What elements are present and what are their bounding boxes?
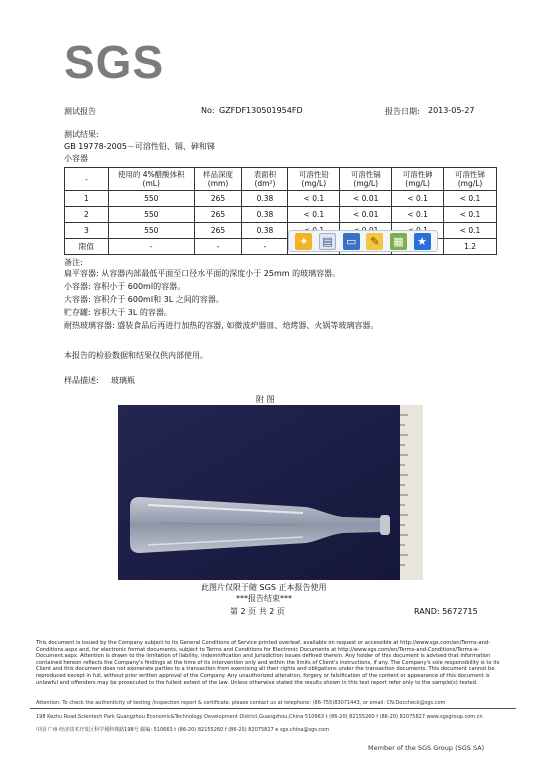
sample-description-value: 玻璃瓶 [111, 376, 135, 385]
table-cell: 2 [65, 207, 109, 223]
col-header: 表面积 (dm²) [242, 168, 288, 191]
report-label: 测试报告 [64, 107, 96, 116]
report-date-value: 2013-05-27 [428, 106, 475, 115]
table-cell: 3 [65, 223, 109, 239]
table-cell: < 0.01 [340, 191, 392, 207]
table-cell: < 0.1 [288, 191, 340, 207]
star-icon[interactable]: ★ [414, 233, 431, 250]
table-cell: 265 [194, 223, 242, 239]
note-line: 大容器: 容积介于 600ml和 3L 之间的容器。 [64, 295, 224, 304]
table-cell: 1 [65, 191, 109, 207]
footer-disclaimer: This document is issued by the Company subject to its General Conditions of Service printed overleaf, available on request or accessible at http://www.sgs.com/en/Terms-and-Conditions.aspx and, for electronic format documents, subject to Terms and Conditions for Electronic Documents at http://www.sgs.com/en/Terms-and-Conditions/Terms-e-Document.aspx. Attention is drawn to the limitation of liability, indemnification and jurisdiction issues defined therein. Any holder of this document is advised that information contained hereon reflects the Company's findings at the time of its intervention only and within the limits of Client's instructions, if any. The Company's sole responsibility is to its Client and this document does not exonerate parties to a transaction from exercising all their rights and obligations under the transaction documents. This document cannot be reproduced except in full, without prior written approval of the Company. Any unauthorized alteration, forgery or falsification of the content or appearance of this document is unlawful and offenders may be prosecuted to the fullest extent of the law. Unless otherwise stated the results shown in this test report refer only to the sample(s) tested. [36, 640, 500, 686]
col-header: 可溶性锑 (mg/L) [444, 168, 497, 191]
table-cell: 550 [108, 223, 194, 239]
table-cell: - [108, 239, 194, 255]
results-title: 测试结果: [64, 130, 99, 139]
table-cell: 265 [194, 207, 242, 223]
notes-label: 备注: [64, 258, 83, 267]
col-header: - [65, 168, 109, 191]
note-icon[interactable]: ✎ [366, 233, 383, 250]
col-header: 可溶性铅 (mg/L) [288, 168, 340, 191]
table-header-row [65, 168, 497, 191]
table-cell: 550 [108, 191, 194, 207]
table-cell: - [194, 239, 242, 255]
table-cell: 0.38 [242, 191, 288, 207]
results-standard: GB 19778-2005－可溶性铅、镉、砷和锑 [64, 142, 215, 151]
col-header: 可溶性镉 (mg/L) [340, 168, 392, 191]
page-indicator: 第 2 页 共 2 页 [230, 607, 285, 616]
edit-icon[interactable]: ▦ [390, 233, 407, 250]
table-cell: 265 [194, 191, 242, 207]
screen-icon[interactable]: ▭ [343, 233, 360, 250]
floating-toolbar [288, 230, 438, 252]
table-cell: 1.2 [444, 239, 497, 255]
report-date-label: 报告日期: [385, 107, 420, 116]
table-cell: < 0.01 [340, 207, 392, 223]
sample-description-label: 样品描述: [64, 376, 99, 385]
sample-photo [118, 405, 423, 580]
table-cell: < 0.1 [444, 223, 497, 239]
logo-text: SGS [64, 36, 165, 88]
table-row [65, 191, 497, 207]
footer-divider [30, 708, 516, 709]
internal-use-statement: 本报告的检验数据和结果仅供内部使用。 [64, 351, 208, 360]
photo-caption: 此图片仅限于随 SGS 正本报告使用 [201, 583, 327, 592]
table-cell: 550 [108, 207, 194, 223]
note-line: 扁平容器: 从容器内部最低平面至口径水平面的深度小于 25mm 的玻璃容器。 [64, 269, 341, 278]
col-header: 使用的 4%醋酸体积 (mL) [108, 168, 194, 191]
rand-code: RAND: 5672715 [414, 607, 478, 616]
table-row [65, 207, 497, 223]
sgs-logo [64, 36, 165, 88]
address-chinese: 中国·广州·经济技术开发区科学城科珠路198号 邮编: 510663 t (86-20) 82155260 f (86-20) 82075827 e sgs.china@sgs.com [36, 727, 330, 733]
table-cell: 0.38 [242, 207, 288, 223]
table-cell: < 0.1 [392, 191, 444, 207]
table-cell: < 0.1 [392, 207, 444, 223]
report-no-label: No: [201, 106, 215, 115]
member-line: Member of the SGS Group (SGS SA) [368, 744, 485, 752]
note-line: 小容器: 容积小于 600ml的容器。 [64, 282, 186, 291]
address-english: 198 Kezhu Road,Scientech Park Guangzhou Economic&Technology Development District,Guangzhou,China 510663 t (86-20) 82155260 f (86-20) 82075827 www.sgsgroup.com.cn [36, 714, 483, 720]
results-group: 小容器 [64, 154, 88, 163]
photo-heading: 附 图 [256, 395, 275, 404]
glass-bottle-image [118, 405, 423, 580]
col-header: 样品深度 (mm) [194, 168, 242, 191]
authenticity-attention: Attention: To check the authenticity of testing /inspection report & certificate, please contact us at telephone: (86-755)83071443, or email: CN.Doccheck@sgs.com [36, 700, 446, 706]
note-line: 耐热玻璃容器: 盛装食品后再进行加热的容器, 如微波炉器皿、焙烤器、火锅等玻璃容器。 [64, 321, 379, 330]
table-cell: 0.38 [242, 223, 288, 239]
report-no-value: GZFDF130501954FD [219, 106, 303, 115]
note-line: 贮存罐: 容积大于 3L 的容器。 [64, 308, 172, 317]
table-cell: - [242, 239, 288, 255]
table-cell: < 0.1 [288, 207, 340, 223]
table-cell: 限值 [65, 239, 109, 255]
pin-icon[interactable]: ✦ [295, 233, 312, 250]
table-cell: < 0.1 [444, 207, 497, 223]
col-header: 可溶性砷 (mg/L) [392, 168, 444, 191]
table-cell: < 0.1 [444, 191, 497, 207]
report-end: ***报告结束*** [236, 594, 292, 603]
page-icon[interactable]: ▤ [319, 233, 336, 250]
